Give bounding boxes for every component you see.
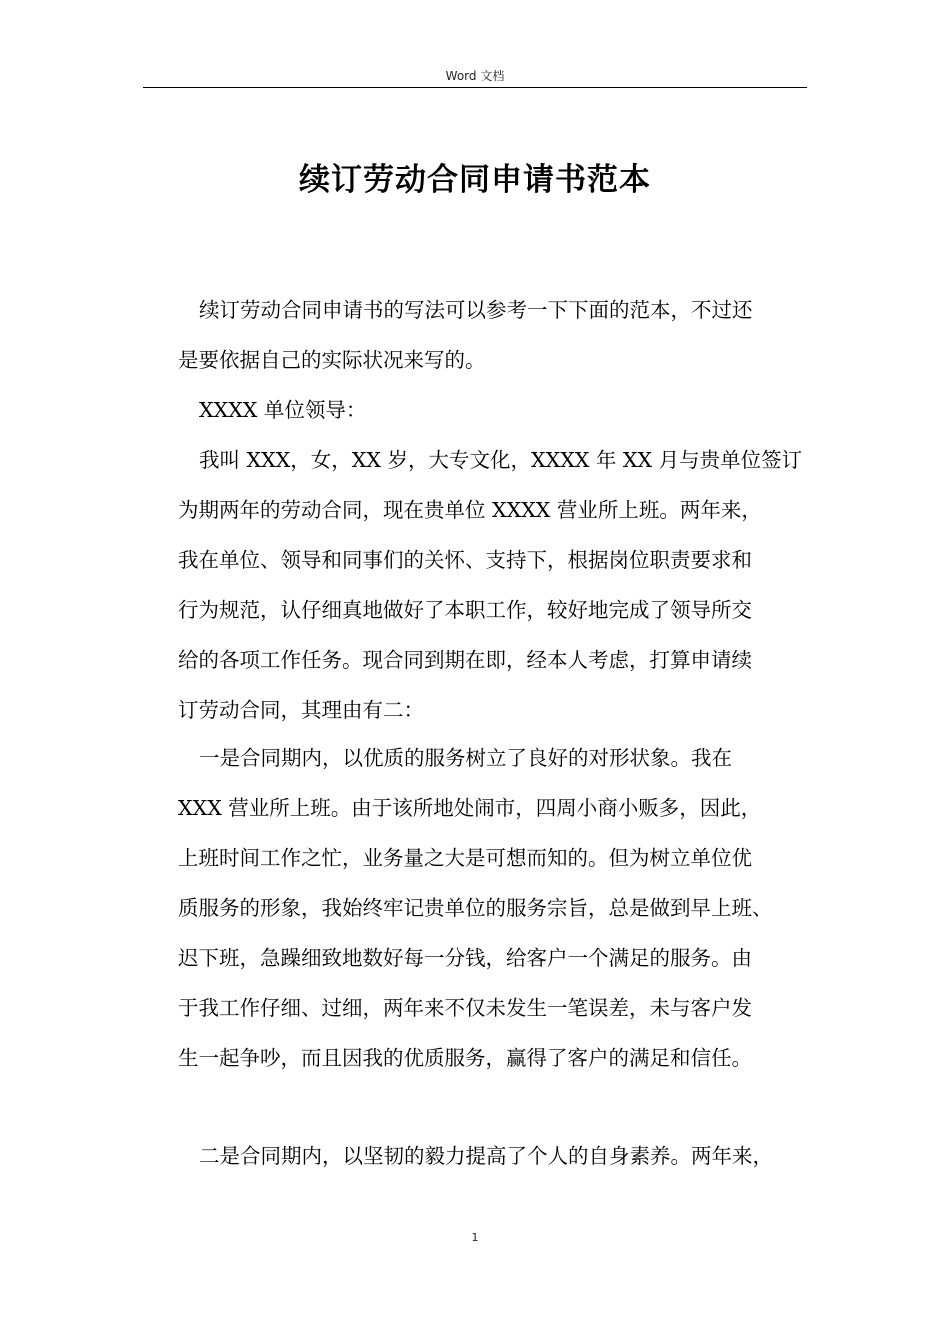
document-title: 续订劳动合同申请书范本 [299,162,651,198]
body-line-p1-5: 给的各项工作任务。现合同到期在即，经本人考虑，打算申请续 [178,648,752,672]
body-line-p1-2: 为期两年的劳动合同，现在贵单位 XXXX 营业所上班。两年来， [178,498,762,522]
body-line-p2-6: 于我工作仔细、过细，两年来不仅未发生一笔误差，未与客户发 [178,996,752,1020]
body-line-p2-3: 上班时间工作之忙，业务量之大是可想而知的。但为树立单位优 [178,846,752,870]
body-line-p2-7: 生一起争吵，而且因我的优质服务，赢得了客户的满足和信任。 [178,1046,752,1070]
body-line-p3-1: 二是合同期内，以坚韧的毅力提高了个人的自身素养。两年来， [199,1144,773,1168]
body-line-p1-6: 订劳动合同，其理由有二： [178,698,424,722]
page-header-text: Word 文档 [445,69,505,83]
body-line-p1-4: 行为规范，认仔细真地做好了本职工作，较好地完成了领导所交 [178,598,752,622]
header-divider [143,87,807,88]
body-line-p2-5: 迟下班，急躁细致地数好每一分钱，给客户一个满足的服务。由 [178,946,752,970]
body-line-p2-2: XXX 营业所上班。由于该所地处闹市，四周小商小贩多，因此， [178,796,762,820]
body-line-p1-3: 我在单位、领导和同事们的关怀、支持下，根据岗位职责要求和 [178,548,752,572]
body-line-p1-1: 我叫 XXX，女，XX 岁，大专文化，XXXX 年 XX 月与贵单位签订 [199,448,803,472]
body-line-salutation: XXXX 单位领导： [199,398,367,422]
page-number: 1 [471,1231,479,1244]
body-line-p2-1: 一是合同期内，以优质的服务树立了良好的对形状象。我在 [199,746,732,770]
body-line-intro-1: 续订劳动合同申请书的写法可以参考一下下面的范本，不过还 [199,298,753,322]
body-line-intro-2: 是要依据自己的实际状况来写的。 [178,348,486,372]
body-line-p2-4: 质服务的形象，我始终牢记贵单位的服务宗旨，总是做到早上班、 [178,896,773,920]
